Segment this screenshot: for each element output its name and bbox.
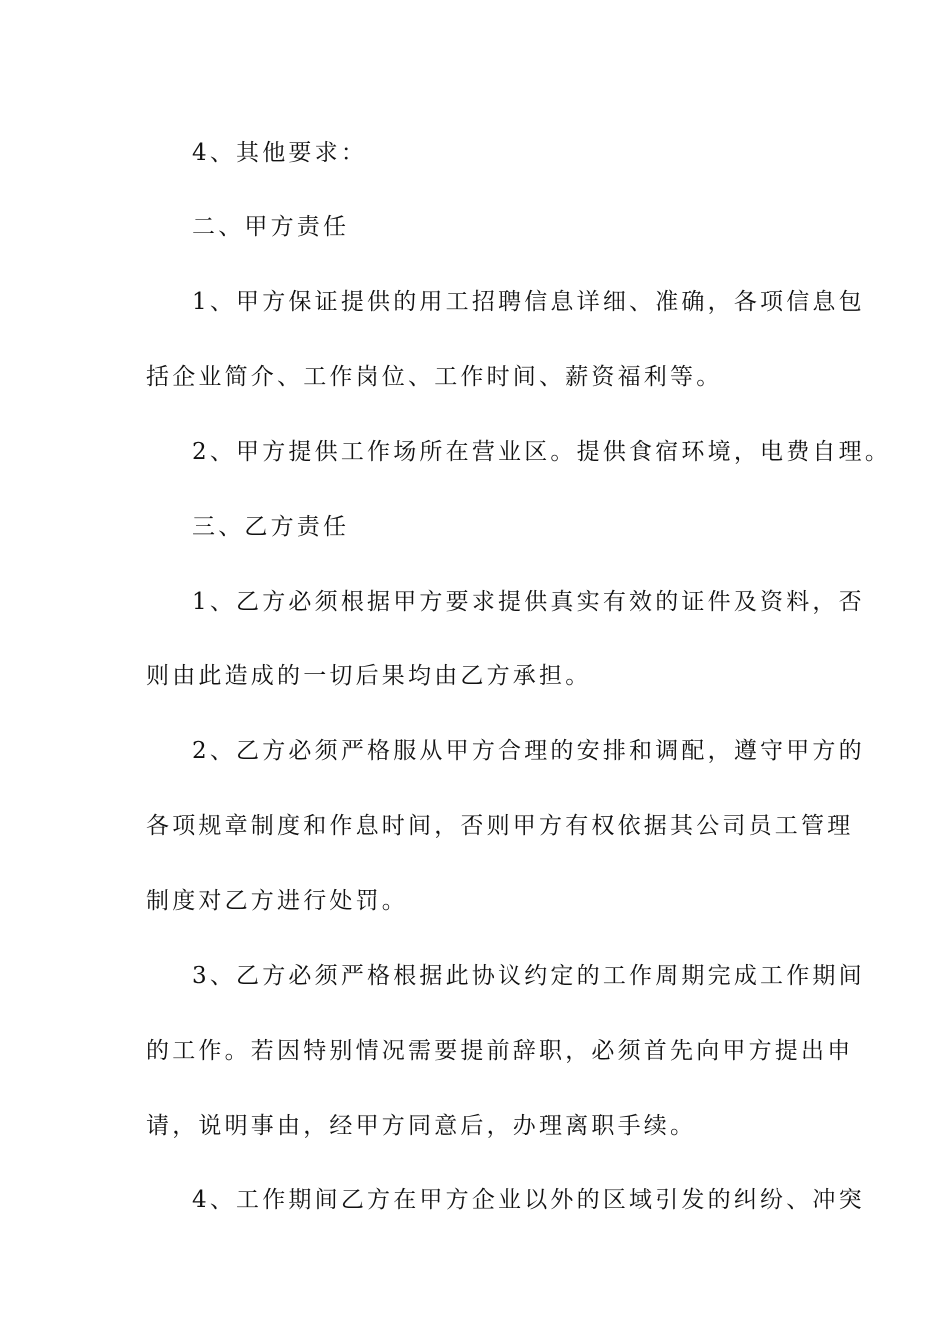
text-line: 1、甲方保证提供的用工招聘信息详细、准确，各项信息包 <box>192 289 865 315</box>
section-heading: 三、乙方责任 <box>192 514 350 540</box>
text-line: 各项规章制度和作息时间，否则甲方有权依据其公司员工管理 <box>146 813 854 839</box>
text-line: 1、乙方必须根据甲方要求提供真实有效的证件及资料，否 <box>192 589 865 615</box>
text-line: 制度对乙方进行处罚。 <box>146 888 408 914</box>
text-line: 的工作。若因特别情况需要提前辞职，必须首先向甲方提出申 <box>146 1038 854 1064</box>
text-line: 4、其他要求： <box>192 140 368 166</box>
section-heading: 二、甲方责任 <box>192 214 350 240</box>
text-line: 3、乙方必须严格根据此协议约定的工作周期完成工作期间 <box>192 963 865 989</box>
text-line: 则由此造成的一切后果均由乙方承担。 <box>146 663 592 689</box>
text-line: 2、甲方提供工作场所在营业区。提供食宿环境，电费自理。 <box>192 439 892 465</box>
text-line: 请，说明事由，经甲方同意后，办理离职手续。 <box>146 1113 697 1139</box>
text-line: 4、工作期间乙方在甲方企业以外的区域引发的纠纷、冲突 <box>192 1187 865 1213</box>
text-line: 2、乙方必须严格服从甲方合理的安排和调配，遵守甲方的 <box>192 738 865 764</box>
text-line: 括企业简介、工作岗位、工作时间、薪资福利等。 <box>146 364 723 390</box>
